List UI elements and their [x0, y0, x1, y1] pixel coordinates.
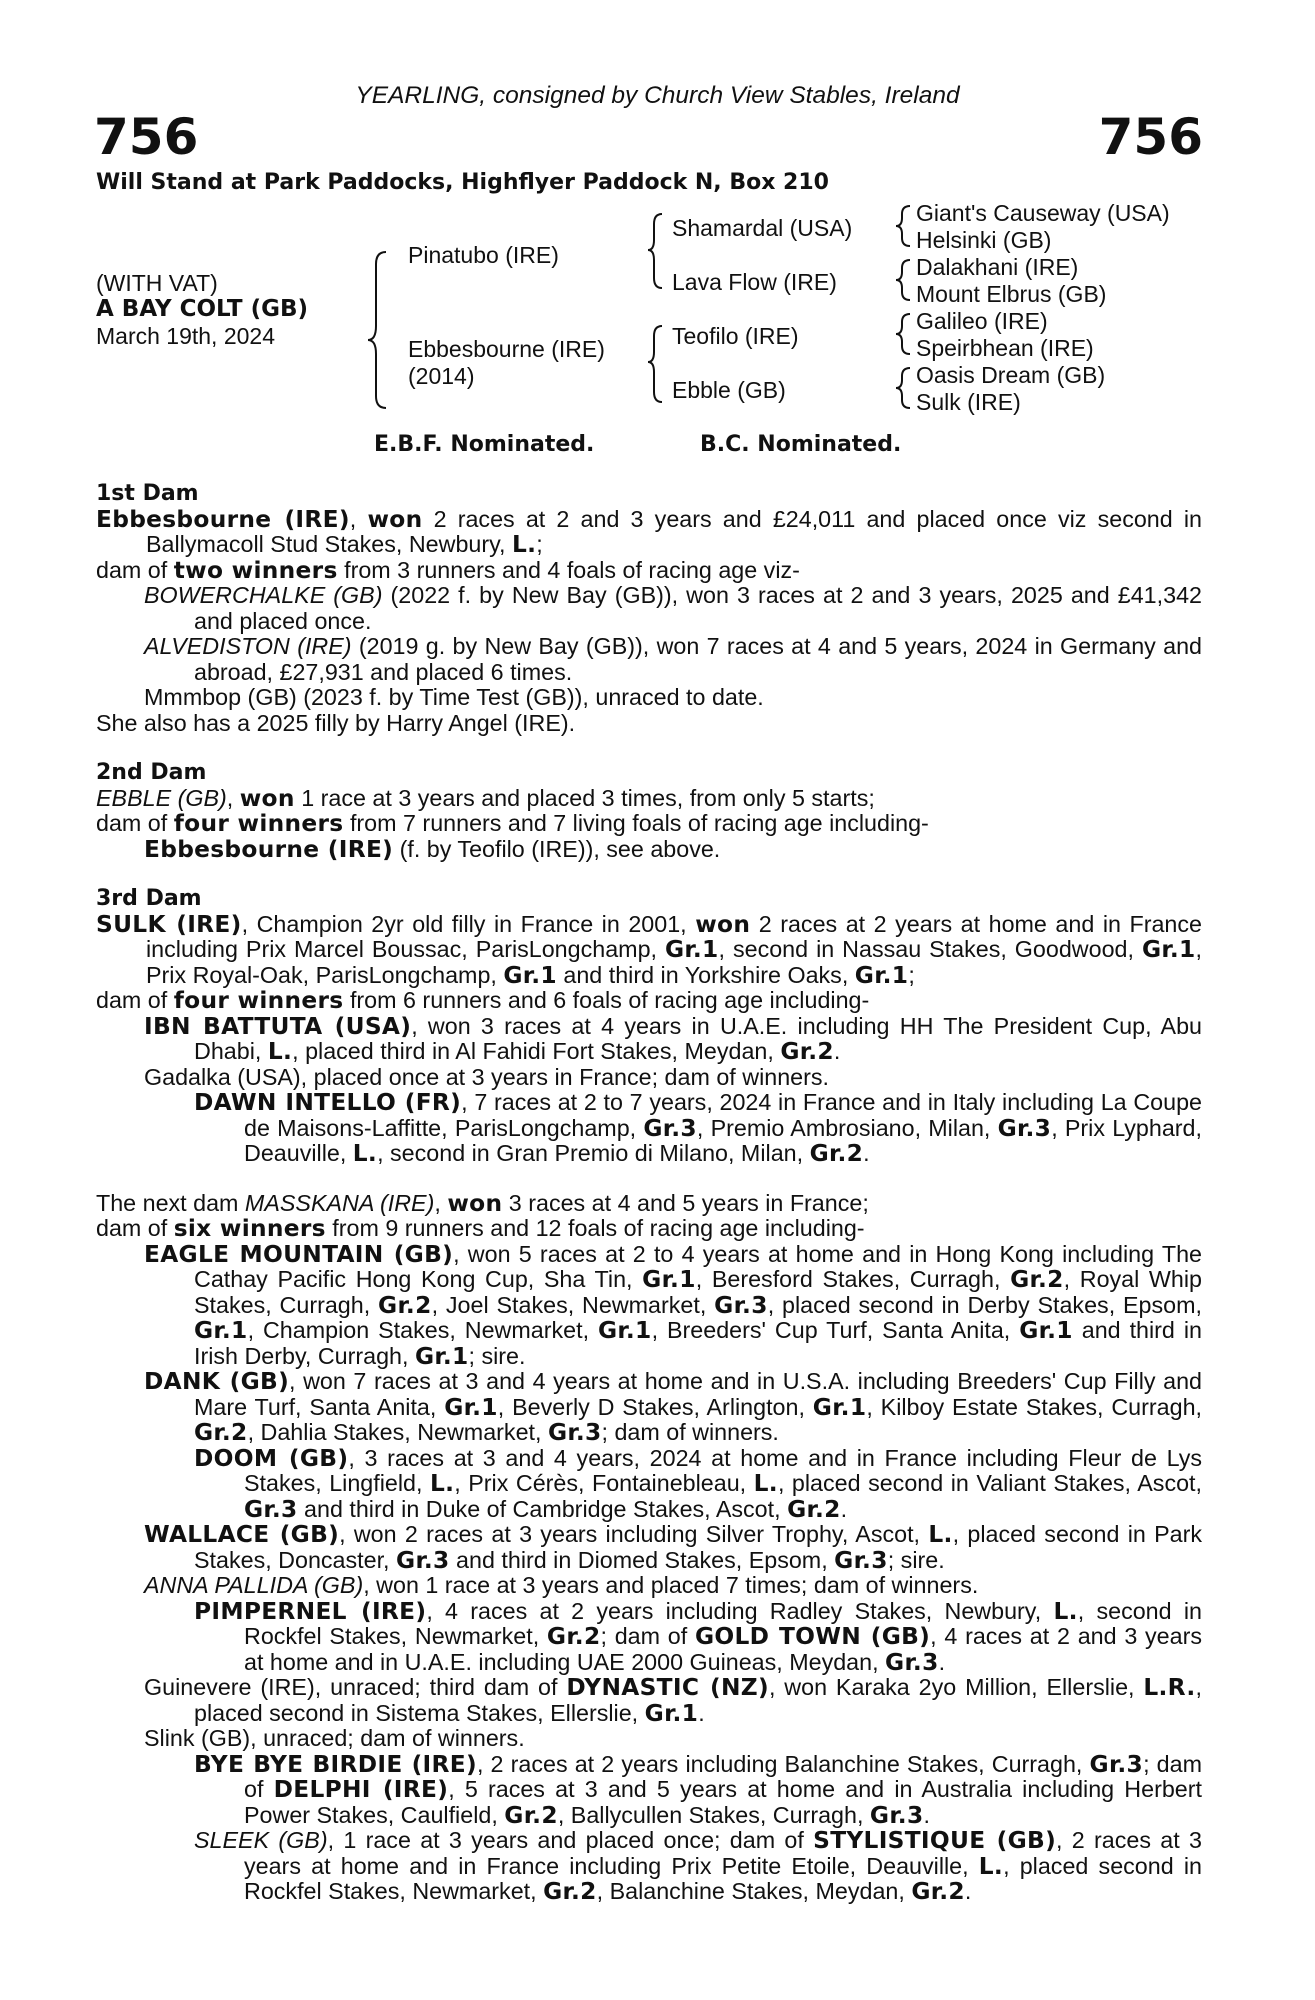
grand-ancestor-1: Giant's Causeway (USA): [916, 200, 1170, 226]
grand-ancestor-5: Galileo (IRE): [916, 308, 1048, 334]
second-dam-produce: dam of four winners from 7 runners and 7 living foals of racing age including-: [96, 810, 929, 837]
offspring-gadalka: Gadalka (USA), placed once at 3 years in France; dam of winners.: [144, 1063, 829, 1090]
offspring-alvediston: ALVEDISTON (IRE) (2019 g. by New Bay (GB)), won 7 races at 4 and 5 years, 2024 in Germany and abroad, £27,931 and placed 6 times.: [144, 633, 1203, 685]
offspring-dawn-intello: DAWN INTELLO (FR), 7 races at 2 to 7 years, 2024 in France and in Italy including La Coupe de Maisons-Laffitte, ParisLongchamp, Gr.3, Premio Ambrosiano, Milan, Gr.3, Prix Lyphard, Deauville, L., second in Gran Premio di Milano, Milan, Gr.2.: [194, 1089, 1203, 1167]
offspring-doom: DOOM (GB), 3 races at 3 and 4 years, 2024 at home and in France including Fleur de Lys Stakes, Lingfield, L., Prix Cérès, Fontainebleau, L., placed second in Valiant Stakes, Ascot, Gr.3 and third in Duke of Cambridge Stakes, Ascot, Gr.2.: [194, 1444, 1202, 1523]
second-dam-record: EBBLE (GB), won 1 race at 3 years and placed 3 times, from only 5 starts;: [96, 784, 875, 812]
offspring-slink: Slink (GB), unraced; dam of winners.: [144, 1725, 525, 1751]
offspring-note: She also has a 2025 filly by Harry Angel (IRE).: [96, 709, 576, 736]
offspring-eagle-mountain: EAGLE MOUNTAIN (GB), won 5 races at 2 to 4 years at home and in Hong Kong including The Cathay Pacific Hong Kong Cup, Sha Tin, Gr.1, Beresford Stakes, Curragh, Gr.2, Royal Whip Stakes, Curragh, Gr.2, Joel Stakes, Newmarket, Gr.3, placed second in Derby Stakes, Epsom, Gr.1, Champion Stakes, Newmarket, Gr.1, Breeders' Cup Turf, Santa Anita, Gr.1 and third in Irish Derby, Curragh, Gr.1; sire.: [144, 1240, 1203, 1370]
offspring-bye-bye-birdie: BYE BYE BIRDIE (IRE), 2 races at 2 years including Balanchine Stakes, Curragh, Gr.3; dam of DELPHI (IRE), 5 races at 3 and 5 years at home and in Australia including Herbert Power Stakes, Caulfield, Gr.2, Ballycullen Stakes, Curragh, Gr.3.: [194, 1750, 1202, 1829]
dam-sire: Teofilo (IRE): [672, 323, 799, 349]
grand-ancestor-8: Sulk (IRE): [916, 389, 1021, 415]
horse-name: A BAY COLT (GB): [96, 296, 309, 322]
offspring-pimpernel: PIMPERNEL (IRE), 4 races at 2 years including Radley Stakes, Newbury, L., second in Rockfel Stakes, Newmarket, Gr.2; dam of GOLD TOWN (GB), 4 races at 2 and 3 years at home and in U.A.E. including UAE 2000 Guineas, Meydan, Gr.3.: [194, 1597, 1202, 1676]
lot-number-right: 756: [1098, 108, 1203, 166]
lot-number-left: 756: [94, 108, 199, 166]
vat-label: (WITH VAT): [96, 270, 218, 296]
grand-ancestor-2: Helsinki (GB): [916, 227, 1052, 253]
offspring-bowerchalke: BOWERCHALKE (GB) (2022 f. by New Bay (GB)), won 3 races at 2 and 3 years, 2025 and £41,342 and placed once.: [144, 582, 1202, 634]
next-dam-produce: dam of six winners from 9 runners and 12 foals of racing age including-: [96, 1215, 865, 1242]
horse-dob: March 19th, 2024: [96, 323, 276, 349]
offspring-wallace: WALLACE (GB), won 2 races at 3 years including Silver Trophy, Ascot, L., placed second in Park Stakes, Doncaster, Gr.3 and third in Diomed Stakes, Epsom, Gr.3; sire.: [144, 1521, 1203, 1574]
third-dam-produce: dam of four winners from 6 runners and 6 foals of racing age including-: [96, 987, 870, 1014]
location-line: Will Stand at Park Paddocks, Highflyer Paddock N, Box 210: [96, 170, 829, 195]
grand-ancestor-7: Oasis Dream (GB): [916, 362, 1106, 388]
consignment-line: YEARLING, consigned by Church View Stables, Ireland: [355, 82, 960, 109]
dam: Ebbesbourne (IRE): [408, 336, 605, 362]
dam-year: (2014): [408, 363, 475, 389]
grand-ancestor-4: Mount Elbrus (GB): [916, 281, 1107, 307]
dam-records: [96, 481, 1202, 1905]
ebf-nomination: E.B.F. Nominated.: [374, 432, 595, 457]
grand-ancestor-3: Dalakhani (IRE): [916, 254, 1079, 280]
sire-sire: Shamardal (USA): [672, 215, 853, 241]
offspring-dank: DANK (GB), won 7 races at 3 and 4 years at home and in U.S.A. including Breeders' Cup Filly and Mare Turf, Santa Anita, Gr.1, Beverly D Stakes, Arlington, Gr.1, Kilboy Estate Stakes, Curragh, Gr.2, Dahlia Stakes, Newmarket, Gr.3; dam of winners.: [144, 1368, 1203, 1446]
sire-dam: Lava Flow (IRE): [672, 269, 837, 295]
next-dam-record: The next dam MASSKANA (IRE), won 3 races at 4 and 5 years in France;: [96, 1189, 869, 1217]
third-dam-record: SULK (IRE), Champion 2yr old filly in France in 2001, won 2 races at 2 years at home and in France including Prix Marcel Boussac, ParisLongchamp, Gr.1, second in Nassau Stakes, Goodwood, Gr.1, Prix Royal-Oak, ParisLongchamp, Gr.1 and third in Yorkshire Oaks, Gr.1;: [96, 910, 1202, 989]
offspring-ebbesbourne: Ebbesbourne (IRE) (f. by Teofilo (IRE)), see above.: [144, 835, 721, 863]
sire: Pinatubo (IRE): [408, 242, 559, 268]
second-dam-heading: 2nd Dam: [96, 760, 207, 785]
offspring-ibn-battuta: IBN BATTUTA (USA), won 3 races at 4 years in U.A.E. including HH The President Cup, Abu Dhabi, L., placed third in Al Fahidi Fort Stakes, Meydan, Gr.2.: [144, 1012, 1203, 1065]
offspring-mmmbop: Mmmbop (GB) (2023 f. by Time Test (GB)), unraced to date.: [144, 684, 764, 710]
third-dam-heading: 3rd Dam: [96, 886, 202, 911]
first-dam-record: Ebbesbourne (IRE), won 2 races at 2 and 3 years and £24,011 and placed once viz second in Ballymacoll Stud Stakes, Newbury, L.;: [96, 505, 1202, 558]
grand-ancestor-6: Speirbhean (IRE): [916, 335, 1094, 361]
offspring-anna-pallida: ANNA PALLIDA (GB), won 1 race at 3 years and placed 7 times; dam of winners.: [144, 1572, 979, 1598]
offspring-sleek: SLEEK (GB), 1 race at 3 years and placed once; dam of STYLISTIQUE (GB), 2 races at 3 years at home and in France including Prix Petite Etoile, Deauville, L., placed second in Rockfel Stakes, Newmarket, Gr.2, Balanchine Stakes, Meydan, Gr.2.: [194, 1827, 1202, 1905]
bc-nomination: B.C. Nominated.: [700, 432, 902, 457]
offspring-guinevere: Guinevere (IRE), unraced; third dam of DYNASTIC (NZ), won Karaka 2yo Million, Ellerslie, L.R., placed second in Sistema Stakes, Ellerslie, Gr.1.: [144, 1674, 1202, 1727]
dam-dam: Ebble (GB): [672, 377, 786, 403]
first-dam-produce: dam of two winners from 3 runners and 4 foals of racing age viz-: [96, 556, 800, 584]
first-dam-heading: 1st Dam: [96, 481, 199, 506]
